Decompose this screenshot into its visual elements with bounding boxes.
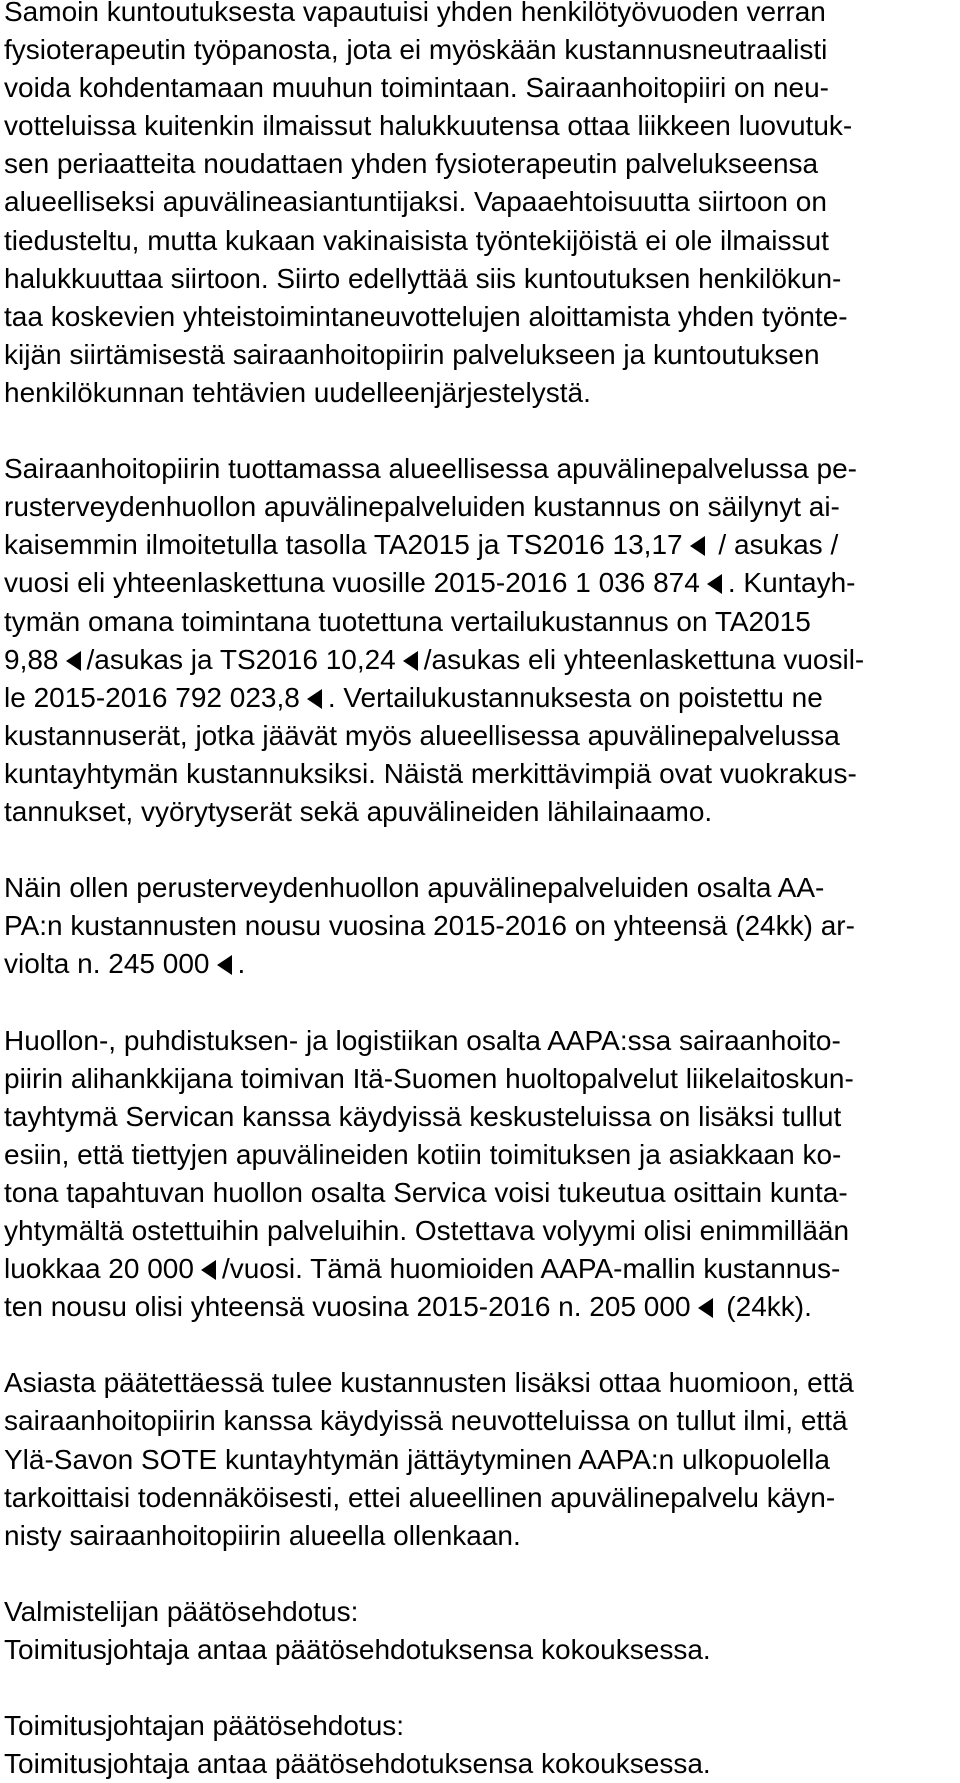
paragraph-gap (4, 983, 954, 1021)
currency-glyph-icon (216, 955, 233, 975)
text-line: kijän siirtämisestä sairaanhoitopiirin palvelukseen ja kuntoutuksen (4, 338, 820, 370)
text-line: Asiasta päätettäessä tulee kustannusten lisäksi ottaa huomioon, että (4, 1367, 854, 1399)
text-line: halukkuuttaa siirtoon. Siirto edellyttää siis kuntoutuksen henkilökun- (4, 262, 842, 294)
text-line (4, 564, 954, 602)
text-line: tannukset, vyörytyserät sekä apuvälineiden lähilainaamo. (4, 795, 713, 827)
text-segment: /asukas ja TS2016 10,24 (86, 643, 396, 675)
paragraph-gap (4, 1326, 954, 1364)
text-line: Toimitusjohtaja antaa päätösehdotuksensa kokouksessa. (4, 1748, 711, 1780)
text-line: PA:n kustannusten nousu vuosina 2015-2016 on yhteensä (24kk) ar- (4, 910, 855, 942)
text-line: taa koskevien yhteistoimintaneuvottelujen aloittamista yhden työnte- (4, 300, 848, 332)
text-line: Toimitusjohtajan päätösehdotus: (4, 1710, 405, 1742)
text-line: tymän omana toimintana tuotettuna vertailukustannus on TA2015 (4, 605, 811, 637)
text-line: sen periaatteita noudattaen yhden fysioterapeutin palvelukseensa (4, 148, 819, 180)
text-segment: (24kk). (718, 1291, 812, 1323)
text-line: piirin alihankkijana toimivan Itä-Suomen huoltopalvelut liikelaitoskun- (4, 1062, 854, 1094)
text-line (4, 679, 954, 717)
text-line: Toimitusjohtaja antaa päätösehdotuksensa kokouksessa. (4, 1634, 711, 1666)
document-page (4, 0, 954, 1783)
text-line: Ylä-Savon SOTE kuntayhtymän jättäytyminen AAPA:n ulkopuolella (4, 1443, 830, 1475)
currency-glyph-icon (689, 536, 706, 556)
document-body (4, 0, 954, 1783)
text-segment: 9,88 (4, 643, 59, 675)
currency-glyph-icon (402, 651, 419, 671)
text-line: votteluissa kuitenkin ilmaissut halukkuutensa ottaa liikkeen luovutuk- (4, 110, 853, 142)
text-segment: luokkaa 20 000 (4, 1253, 194, 1285)
paragraph-5 (4, 1364, 954, 1554)
text-line: kustannuserät, jotka jäävät myös alueellisessa apuvälinepalvelussa (4, 719, 840, 751)
text-line (4, 1288, 954, 1326)
text-line (4, 1250, 954, 1288)
text-line: nisty sairaanhoitopiirin alueella ollenkaan. (4, 1519, 521, 1551)
text-line: Huollon-, puhdistuksen- ja logistiikan osalta AAPA:ssa sairaanhoito- (4, 1024, 841, 1056)
text-line: rusterveydenhuollon apuvälinepalveluiden kustannus on säilynyt ai- (4, 491, 840, 523)
text-line: kuntayhtymän kustannuksiksi. Näistä merkittävimpiä ovat vuokrakus- (4, 757, 857, 789)
paragraph-2 (4, 450, 954, 831)
text-segment: ten nousu olisi yhteensä vuosina 2015-2016 n. 205 000 (4, 1291, 691, 1323)
text-segment: kaisemmin ilmoitetulla tasolla TA2015 ja TS2016 13,17 (4, 529, 683, 561)
paragraph-4 (4, 1022, 954, 1327)
text-line: esiin, että tiettyjen apuvälineiden kotiin toimituksen ja asiakkaan ko- (4, 1138, 842, 1170)
paragraph-6 (4, 1593, 954, 1669)
text-line: alueelliseksi apuvälineasiantuntijaksi. Vapaaehtoisuutta siirtoon on (4, 186, 827, 218)
paragraph-gap (4, 1669, 954, 1707)
paragraph-7 (4, 1707, 954, 1783)
text-line: tayhtymä Servican kanssa käydyissä keskusteluissa on lisäksi tullut (4, 1100, 842, 1132)
text-segment: vuosi eli yhteenlaskettuna vuosille 2015-2016 1 036 874 (4, 567, 700, 599)
text-line (4, 526, 954, 564)
paragraph-gap (4, 831, 954, 869)
text-segment: /asukas eli yhteenlaskettuna vuosil- (423, 643, 865, 675)
text-line: Sairaanhoitopiirin tuottamassa alueellisessa apuvälinepalvelussa pe- (4, 453, 857, 485)
text-segment: /vuosi. Tämä huomioiden AAPA-mallin kustannus- (221, 1253, 841, 1285)
currency-glyph-icon (200, 1260, 217, 1280)
paragraph-1 (4, 0, 954, 412)
paragraph-3 (4, 869, 954, 983)
currency-glyph-icon (697, 1298, 714, 1318)
text-line (4, 641, 954, 679)
text-segment: violta n. 245 000 (4, 948, 210, 980)
currency-glyph-icon (65, 651, 82, 671)
text-segment: le 2015-2016 792 023,8 (4, 681, 300, 713)
text-line: Samoin kuntoutuksesta vapautuisi yhden henkilötyövuoden verran (4, 0, 826, 27)
text-line: yhtymältä ostettuihin palveluihin. Ostettava volyymi olisi enimmillään (4, 1215, 850, 1246)
text-line: henkilökunnan tehtävien uudelleenjärjestelystä. (4, 376, 591, 408)
text-segment: . Vertailukustannuksesta on poistettu ne (327, 681, 823, 713)
text-line: tiedusteltu, mutta kukaan vakinaisista työntekijöistä ei ole ilmaissut (4, 224, 829, 256)
currency-glyph-icon (706, 574, 723, 594)
text-line: Näin ollen perusterveydenhuollon apuvälinepalveluiden osalta AA- (4, 872, 825, 904)
text-segment: . (237, 948, 246, 980)
paragraph-gap (4, 412, 954, 450)
currency-glyph-icon (306, 689, 323, 709)
text-line: tarkoittaisi todennäköisesti, ettei alueellinen apuvälinepalvelu käyn- (4, 1481, 836, 1513)
text-line: tona tapahtuvan huollon osalta Servica voisi tukeutua osittain kunta- (4, 1176, 848, 1208)
text-line: sairaanhoitopiirin kanssa käydyissä neuvotteluissa on tullut ilmi, että (4, 1405, 848, 1437)
paragraph-gap (4, 1555, 954, 1593)
text-line: Valmistelijan päätösehdotus: (4, 1595, 359, 1627)
text-segment: / asukas / (710, 529, 839, 561)
text-line (4, 945, 954, 983)
text-line: voida kohdentamaan muuhun toimintaan. Sairaanhoitopiiri on neu- (4, 72, 829, 104)
text-segment: . Kuntayh- (727, 567, 856, 599)
text-line: fysioterapeutin työpanosta, jota ei myöskään kustannusneutraalisti (4, 34, 828, 66)
